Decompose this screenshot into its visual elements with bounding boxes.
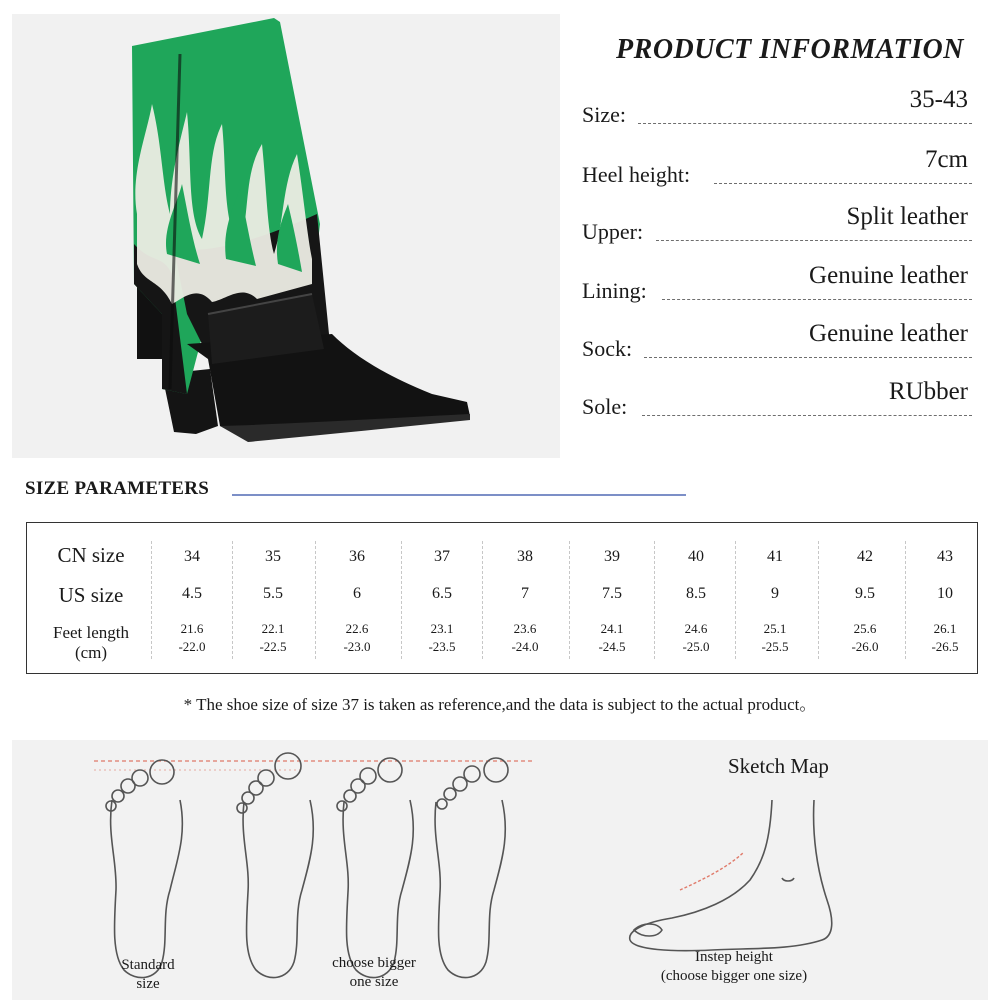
column-divider <box>482 541 483 659</box>
column-divider <box>315 541 316 659</box>
feet-length-min-cell: 22.6 <box>345 621 369 636</box>
caption-line: size <box>136 976 160 992</box>
us-size-cell: 7.5 <box>602 585 622 602</box>
feet-length-min-cell: 24.1 <box>600 621 624 636</box>
info-row-sole <box>582 380 972 420</box>
info-value: RUbber <box>888 378 968 405</box>
us-size-cell: 9.5 <box>855 585 875 602</box>
info-label: Size: <box>582 102 630 128</box>
info-row-heel-height <box>582 148 972 188</box>
info-label: Sole: <box>582 394 631 420</box>
us-size-cell: 5.5 <box>263 585 283 602</box>
info-label: Sock: <box>582 336 636 362</box>
column-divider <box>569 541 570 659</box>
row-label-feet-length <box>27 623 155 663</box>
feet-length-min-cell: 24.6 <box>684 621 708 636</box>
us-size-cell: 7 <box>521 585 529 602</box>
caption-line: (choose bigger one size) <box>660 968 808 984</box>
caption-line: choose bigger <box>332 955 416 971</box>
info-value: Genuine leather <box>809 262 968 289</box>
dotted-leader <box>656 240 972 241</box>
feet-length-min-cell: 23.6 <box>513 621 537 636</box>
feet-length-min-cell: 25.1 <box>763 621 787 636</box>
feet-length-max-cell: -24.0 <box>511 639 539 654</box>
info-value: Genuine leather <box>809 320 968 347</box>
info-label: Lining: <box>582 278 651 304</box>
dotted-leader <box>644 357 972 358</box>
size-table <box>26 522 978 674</box>
product-info-title: PRODUCT INFORMATION <box>616 34 964 65</box>
cn-size-cell: 37 <box>434 548 450 565</box>
dotted-leader <box>662 299 972 300</box>
feet-length-line2: (cm) <box>74 643 108 662</box>
feet-length-min-cell: 23.1 <box>430 621 454 636</box>
cn-size-cell: 40 <box>688 548 704 565</box>
info-row-size <box>582 88 972 128</box>
cn-size-cell: 43 <box>937 548 953 565</box>
us-size-cell: 10 <box>937 585 953 602</box>
feet-length-max-cell: -22.5 <box>259 639 287 654</box>
info-row-upper <box>582 205 972 245</box>
feet-length-max-cell: -22.0 <box>178 639 206 654</box>
row-label-us-size: US size <box>58 583 124 607</box>
cn-size-cell: 36 <box>349 548 365 565</box>
info-value: Split leather <box>846 203 968 230</box>
feet-length-min-cell: 22.1 <box>261 621 285 636</box>
feet-length-max-cell: -23.0 <box>343 639 371 654</box>
feet-length-max-cell: -24.5 <box>598 639 626 654</box>
feet-length-max-cell: -26.0 <box>851 639 879 654</box>
info-row-lining <box>582 264 972 304</box>
dotted-leader <box>638 123 972 124</box>
heading-rule <box>232 494 686 496</box>
cn-size-cell: 39 <box>604 548 620 565</box>
feet-length-line1: Feet length <box>52 623 129 642</box>
cn-size-cell: 38 <box>517 548 533 565</box>
cn-size-cell: 41 <box>767 548 783 565</box>
size-parameters-heading: SIZE PARAMETERS <box>25 478 210 499</box>
caption-choose-bigger <box>312 954 436 992</box>
column-divider <box>654 541 655 659</box>
us-size-cell: 9 <box>771 585 779 602</box>
us-size-cell: 8.5 <box>686 585 706 602</box>
info-value: 35-43 <box>909 86 968 113</box>
dotted-leader <box>714 183 972 184</box>
us-size-cell: 6.5 <box>432 585 452 602</box>
product-photo <box>12 14 560 458</box>
caption-standard-size <box>112 956 184 994</box>
dotted-leader <box>642 415 972 416</box>
us-size-cell: 6 <box>353 585 361 602</box>
info-row-sock <box>582 322 972 362</box>
us-size-cell: 4.5 <box>182 585 202 602</box>
feet-length-min-cell: 26.1 <box>933 621 957 636</box>
row-label-cn-size: CN size <box>57 543 125 567</box>
feet-length-min-cell: 21.6 <box>180 621 204 636</box>
cn-size-cell: 34 <box>184 548 200 565</box>
cn-size-cell: 42 <box>857 548 873 565</box>
info-label: Heel height: <box>582 162 694 188</box>
foot-guide-panel <box>12 740 988 1000</box>
feet-length-max-cell: -25.5 <box>761 639 789 654</box>
info-value: 7cm <box>924 146 968 173</box>
info-label: Upper: <box>582 219 647 245</box>
caption-line: one size <box>349 974 399 990</box>
size-note: * The shoe size of size 37 is taken as reference,and the data is subject to the actual product。 <box>183 695 817 714</box>
feet-length-max-cell: -25.0 <box>682 639 710 654</box>
cn-size-cell: 35 <box>265 548 281 565</box>
feet-length-max-cell: -23.5 <box>428 639 456 654</box>
caption-line: Instep height <box>695 949 773 965</box>
caption-instep-height <box>634 948 834 986</box>
feet-length-max-cell: -26.5 <box>931 639 959 654</box>
feet-length-min-cell: 25.6 <box>853 621 877 636</box>
sketch-map-title: Sketch Map <box>728 754 829 778</box>
caption-line: Standard <box>121 957 175 973</box>
column-divider <box>818 541 819 659</box>
